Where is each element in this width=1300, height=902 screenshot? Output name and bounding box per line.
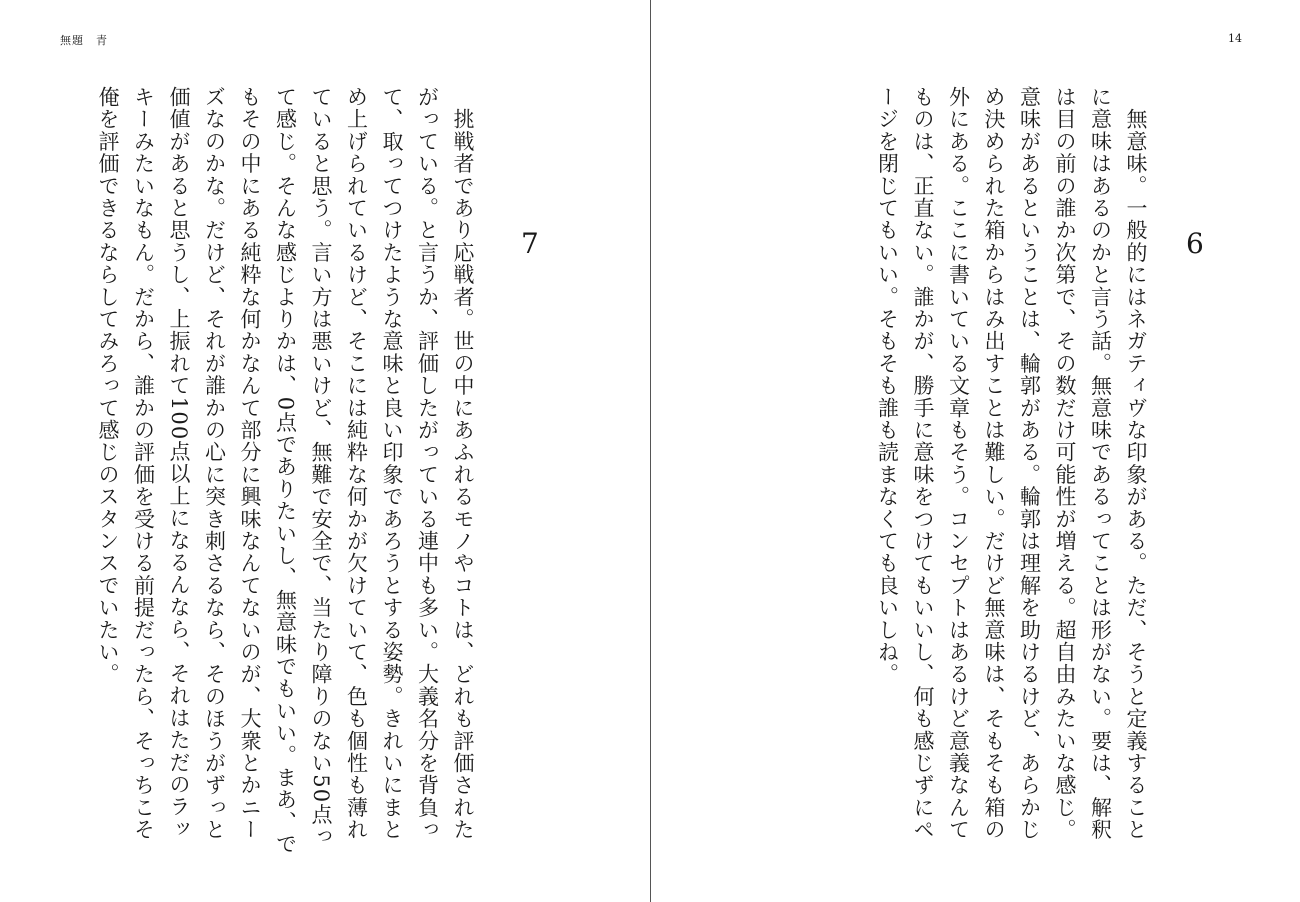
page-number: 14	[1228, 32, 1242, 45]
running-head: 無題 青	[60, 34, 108, 47]
vertical-body-text: 挑戦者であり応戦者。世の中にあふれるモノやコトは、どれも評価されたがっている。と言うか、評価したがっている連中も多い。大義名分を背負って、取ってつけたような意味と良い印象であろうとする姿勢。きれいにまとめ上げられているけど、そこには純粋な何かが欠けていて、色も個性も薄れていると思う。言い方は悪いけど、無難で安全で、当たり障りのない50点って感じ。そんな感じよりかは、0点でありたいし、無意味でもいい。まあ、でもその中にある純粋な何かなんて部分に興味なんてないのが、大衆とかニーズなのかな。だけど、それが誰かの心に突き刺さるなら、そのほうがずっと価値があると思うし、上振れて100点以上になるんなら、それはただのラッキーみたいなもん。だから、誰かの評価を受ける前提だったら、そっちこそ俺を評価できるならしてみろって感じのスタンスでいたい。	[96, 86, 475, 856]
vertical-body-text: 無意味。一般的にはネガティヴな印象がある。ただ、そうと定義することに意味はあるのかと言う話。無意味であるってことは形がない。要は、解釈は目の前の誰か次第で、その数だけ可能性が増える。超自由みたいな感じ。意味があるということは、輪郭がある。輪郭は理解を助けるけど、あらかじめ決められた箱からはみ出すことは難しい。だけど無意味は、そもそも箱の外にある。ここに書いている文章もそう。コンセプトはあるけど意義なんてものは、正直ない。誰かが、勝手に意味をつけてもいいし、何も感じずにページを閉じてもいい。そもそも誰も読まなくても良いしね。	[875, 86, 1148, 841]
section-number: 6	[1186, 227, 1204, 260]
right-page	[651, 0, 1300, 902]
section-number: 7	[521, 227, 539, 260]
